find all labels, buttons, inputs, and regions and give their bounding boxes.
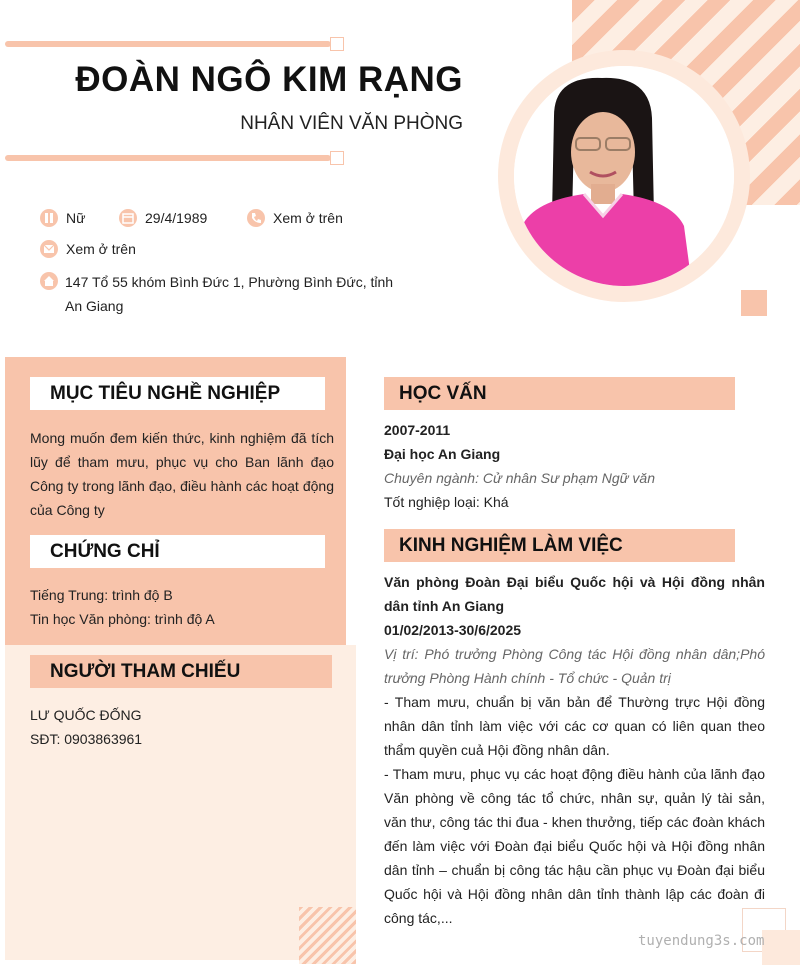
decorative-square: [741, 290, 767, 316]
phone-info: [247, 209, 343, 227]
phone-icon: [247, 209, 265, 227]
watermark: tuyendung3s.com: [638, 933, 765, 949]
experience-period: 01/02/2013-30/6/2025: [384, 622, 522, 638]
email-info: [40, 240, 136, 258]
objective-heading: MỤC TIÊU NGHỀ NGHIỆP: [30, 377, 325, 410]
experience-duty: - Tham mưu, chuẩn bị văn bản để Thường trực Hội đồng nhân dân tỉnh làm việc với các cơ quan có liên quan theo thẩm quyền cuả Hội đồng nhân dân.: [384, 694, 765, 758]
education-major: Chuyên ngành: Cử nhân Sư phạm Ngữ văn: [384, 470, 656, 486]
education-period: 2007-2011: [384, 422, 451, 438]
reference-phone: SĐT: 0903863961: [30, 731, 143, 747]
email-icon: [40, 240, 58, 258]
job-title: NHÂN VIÊN VĂN PHÒNG: [240, 113, 463, 134]
profile-photo: [514, 66, 734, 286]
phone-value: Xem ở trên: [273, 210, 343, 226]
experience-duty: - Tham mưu, phục vụ các hoạt động điều hành của lãnh đạo Văn phòng về công tác tổ chức, nhân sự, quản lý tài sản, văn thư, công tác thi đua - khen thưởng, tiếp các đoàn khách đến làm việc với Đoàn đại biểu Quốc hội và Hội đồng nhân dân tỉnh – chuẩn bị công tác hậu cần phục vụ Đoàn đại biểu Quốc hội và Hội đồng nhân dân tỉnh thành lập các đoàn đi công tác,...: [384, 766, 765, 926]
reference-name: LƯ QUỐC ĐỐNG: [30, 707, 142, 723]
birthday-value: 29/4/1989: [145, 210, 208, 226]
decorative-box-bottom: [330, 151, 344, 165]
birthday-info: [119, 209, 207, 227]
experience-heading: KINH NGHIỆM LÀM VIỆC: [384, 529, 735, 562]
decorative-box-top: [330, 37, 344, 51]
objective-text: Mong muốn đem kiến thức, kinh nghiệm đã tích lũy để tham mưu, phục vụ cho Ban lãnh đạo Công ty trong lãnh đạo, điều hành các hoạt động của Công ty: [30, 430, 334, 518]
decorative-line-bottom: [5, 155, 331, 161]
certificates-heading: CHỨNG CHỈ: [30, 535, 325, 568]
certificate-item: Tin học Văn phòng: trình độ A: [30, 611, 215, 627]
education-result: Tốt nghiệp loại: Khá: [384, 494, 509, 510]
address-value: 147 Tổ 55 khóm Bình Đức 1, Phường Bình Đức, tỉnh An Giang: [65, 274, 394, 314]
calendar-icon: [119, 209, 137, 227]
gender-icon: [40, 209, 58, 227]
experience-position: Vị trí: Phó trưởng Phòng Công tác Hội đồng nhân dân;Phó trưởng Phòng Hành chính - Tổ chức - Quản trị: [384, 646, 765, 686]
candidate-name: ĐOÀN NGÔ KIM RẠNG: [75, 60, 463, 99]
home-icon: [40, 272, 58, 290]
certificate-item: Tiếng Trung: trình độ B: [30, 587, 173, 603]
email-value: Xem ở trên: [66, 241, 136, 257]
references-heading: NGƯỜI THAM CHIẾU: [30, 655, 332, 688]
education-school: Đại học An Giang: [384, 446, 501, 462]
decorative-stripes-bottom: [299, 907, 356, 964]
experience-company: Văn phòng Đoàn Đại biểu Quốc hội và Hội đồng nhân dân tỉnh An Giang: [384, 574, 765, 614]
education-heading: HỌC VẤN: [384, 377, 735, 410]
gender-value: Nữ: [66, 210, 86, 226]
gender-info: [40, 209, 85, 227]
decorative-line-top: [5, 41, 331, 47]
decorative-corner-fill: [762, 930, 800, 965]
